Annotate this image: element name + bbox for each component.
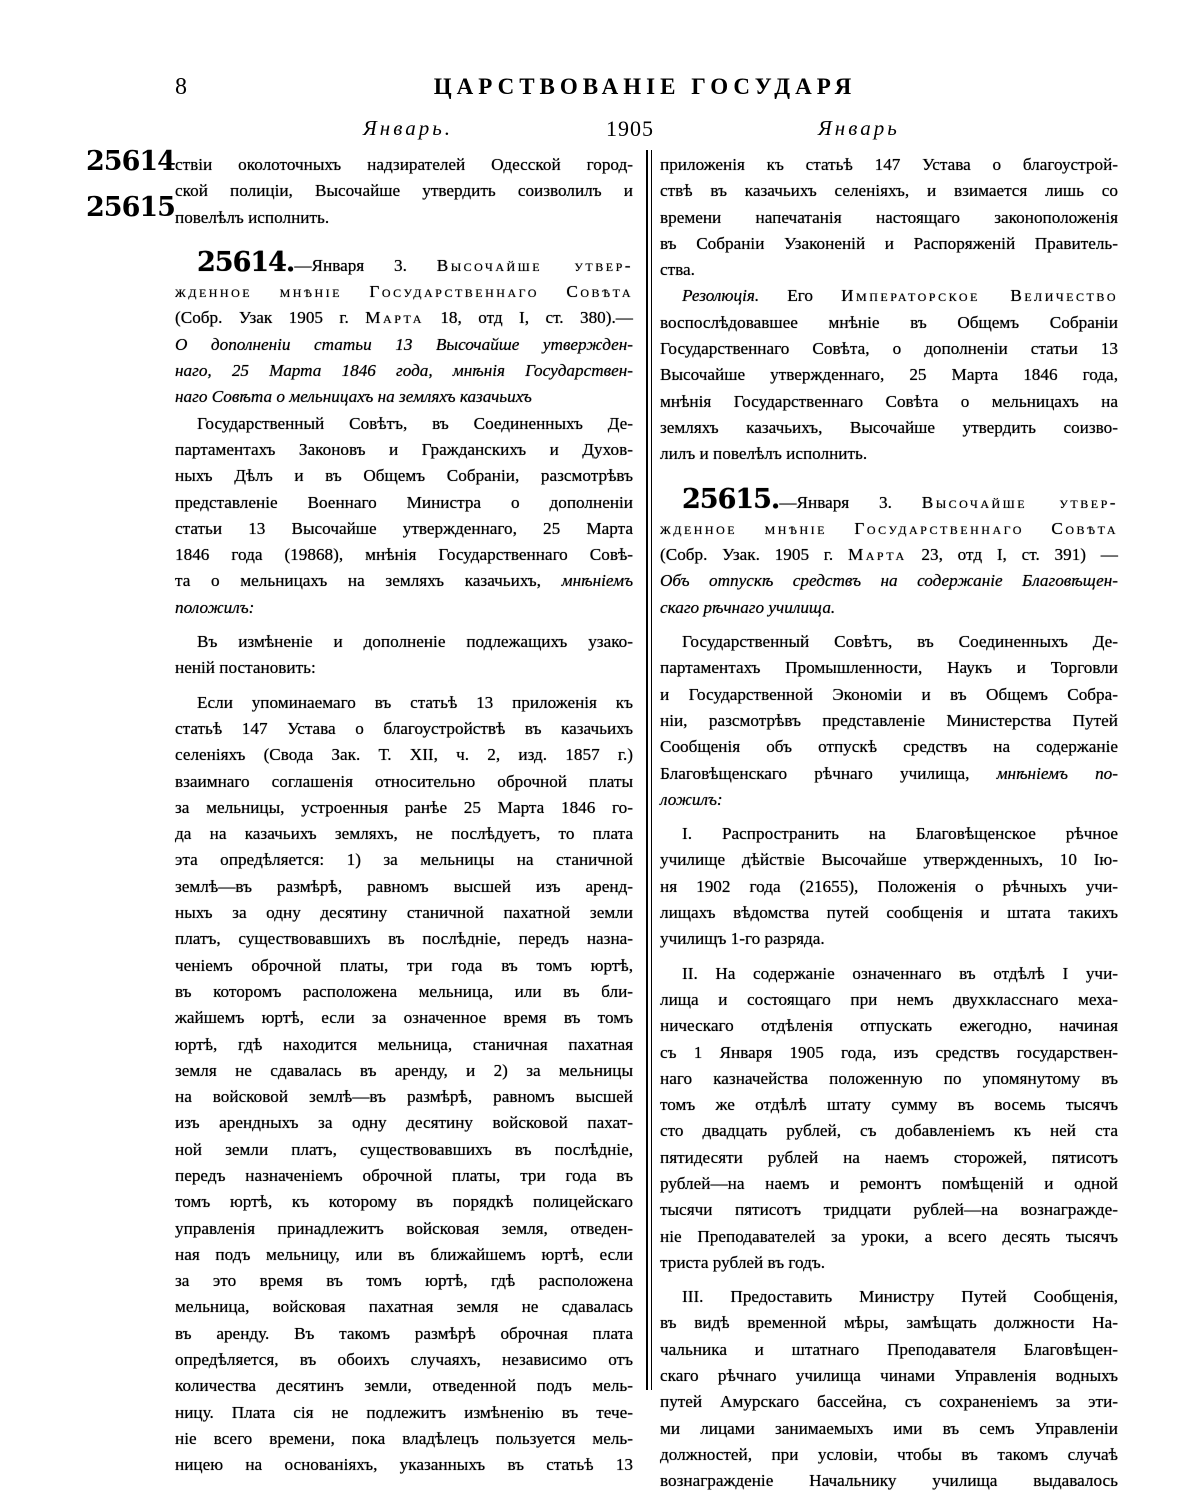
text-line: партаментахъ Промышленности, Наукъ и Торговли: [660, 658, 1118, 678]
text-line: опредѣляется, въ обоихъ случаяхъ, независимо отъ: [175, 1350, 633, 1370]
text-segment: —Января 3.: [294, 255, 437, 275]
text-line: въ которомъ расположена мельница, или въ бли-: [175, 981, 633, 1001]
italic-text: Резолюцiя.: [682, 286, 788, 306]
small-caps-text: жденное мнѣнiе Государственнаго Совѣта: [175, 282, 633, 302]
paragraph: [175, 629, 633, 682]
text-line: [660, 787, 1118, 813]
text-line: [175, 568, 633, 594]
text-line: и Государственной Экономiи и въ Общемъ Собра-: [660, 684, 1118, 704]
text-line: II. На содержанiе означеннаго въ отдѣлѣ I учи-: [682, 963, 1118, 983]
paragraph: [660, 629, 1118, 813]
text-line: томъ юртѣ, къ которому въ порядкѣ полицейскаго: [175, 1192, 633, 1212]
right-column: [660, 152, 1118, 1495]
text-line: нiе всего времени, пока владѣлецъ пользуется мель-: [175, 1428, 633, 1448]
text-line: ствѣ въ казачьихъ селенiяхъ, и взимается лишь со: [660, 181, 1118, 201]
text-line: училище дѣйствiе Высочайше утвержденныхъ, 10 Iю-: [660, 850, 1118, 870]
text-line: ныхъ Дѣлъ и въ Общемъ Собранiи, разсмотрѣвъ: [175, 466, 633, 486]
text-line: количества десятинъ земли, отведенной подъ мель-: [175, 1376, 633, 1396]
text-line: Сообщенiя объ отпускѣ средствъ на содержанiе: [660, 737, 1118, 757]
paragraph: [175, 411, 633, 621]
text-line: [660, 516, 1118, 542]
text-line: [175, 358, 633, 384]
text-line: ненiй постановить:: [175, 658, 316, 678]
text-line: ная подъ мельницу, или въ ближайшемъ юртѣ, если: [175, 1244, 633, 1264]
text-line: земля не сдавалась въ аренду, и 2) за мельницы: [175, 1060, 633, 1080]
text-line: на войсковой землѣ—въ размѣрѣ, равномъ высшей: [175, 1087, 633, 1107]
italic-text: Объ отпускѣ средствъ на содержанiе Благовѣщен-: [660, 571, 1118, 591]
text-line: Высочайше утвержденнаго, 25 Марта 1846 года,: [660, 365, 1118, 385]
text-line: I. Распространить на Благовѣщенское рѣчное: [682, 824, 1118, 844]
text-line: съ 1 Января 1905 года, изъ средствъ государствен-: [660, 1042, 1118, 1062]
text-line: ствiи околоточныхъ надзирателей Одесской город-: [175, 155, 633, 174]
text-line: [660, 761, 1118, 787]
text-line: взаимнаго соглашенiя относительно оброчной платы: [175, 771, 633, 791]
column-divider: [646, 150, 648, 1390]
margin-number-25615: 25615: [86, 192, 175, 223]
text-line: земляхъ казачьихъ, Высочайше утвердить соизво-: [660, 417, 1118, 437]
text-line: чальника и штатнаго Преподавателя Благовѣщен-: [660, 1339, 1118, 1359]
text-segment: (Собр. Узак 1905 г.: [175, 308, 366, 328]
text-line: [660, 283, 1118, 309]
text-line: скаго рѣчнаго училища чинами Управленiя водныхъ: [660, 1366, 1118, 1386]
text-line: [175, 384, 633, 410]
text-line: времени напечатанiя настоящаго законоположенiя: [660, 207, 1118, 227]
italic-text: О дополненiи статьи 13 Высочайше утвержден-: [175, 334, 633, 354]
text-line: жайшемъ юртѣ, если за означенное время въ томъ: [175, 1008, 633, 1028]
text-line: платъ, существовавшихъ въ послѣднiе, передъ назна-: [175, 929, 633, 949]
text-segment: Благовѣщенскаго рѣчнаго училища,: [660, 763, 997, 783]
text-line: наго казначейства положенную по упомянутому въ: [660, 1068, 1118, 1088]
text-segment: —Января 3.: [779, 492, 922, 512]
small-caps-text: Марта: [847, 545, 907, 565]
text-line: III. Предоставить Министру Путей Сообщенiя,: [682, 1287, 1118, 1307]
text-line: за мельницы, устроенныя ранѣе 25 Марта 1846 го-: [175, 797, 633, 817]
text-line: ныхъ за одну десятину станичной пахатной земли: [175, 903, 633, 923]
text-line: приложенiя къ статьѣ 147 Устава о благоустрой-: [660, 155, 1118, 174]
text-line: въ аренду. Въ такомъ размѣрѣ оброчная плата: [175, 1323, 633, 1343]
text-line: сто двадцать рублей, съ добавленiемъ къ ней ста: [660, 1121, 1118, 1141]
text-line: въ видѣ временной мѣры, замѣщать должности На-: [660, 1313, 1118, 1333]
text-line: вознагражденiе Начальнику училища выдавалось: [660, 1471, 1118, 1491]
paragraph: [660, 821, 1118, 952]
text-line: управленiя принадлежитъ войсковая земля, отведен-: [175, 1218, 633, 1238]
text-line: тысячи пятисотъ тридцати рублей—на вознагражде-: [660, 1200, 1118, 1220]
text-line: ства.: [660, 260, 695, 280]
text-line: ницею на основанiяхъ, указанныхъ въ статьѣ 13: [175, 1455, 633, 1475]
margin-number-25614: 25614: [86, 146, 175, 177]
text-line: статьи 13 Высочайше утвержденнаго, 25 Марта: [175, 518, 633, 538]
italic-text: скаго рѣчнаго училища.: [660, 597, 836, 617]
text-line: пятидесяти рублей на наемъ сторожей, пятисотъ: [660, 1147, 1118, 1167]
text-line: землѣ—въ размѣрѣ, равномъ высшей изъ аренд-: [175, 876, 633, 896]
text-line: рублей—на наемъ и ремонтъ помѣщенiй и одной: [660, 1173, 1118, 1193]
text-line: Государственный Совѣтъ, въ Соединенныхъ Де-: [197, 413, 633, 433]
text-line: повелѣлъ исполнить.: [175, 207, 330, 227]
running-title: ЦАРСТВОВАНІЕ ГОСУДАРЯ: [433, 74, 857, 99]
italic-text: наго Совѣта о мельницахъ на земляхъ казачьихъ: [175, 387, 532, 407]
month-right: Январь: [818, 116, 900, 140]
text-line: лилъ и повелѣлъ исполнить.: [660, 444, 868, 464]
text-line: [175, 595, 633, 621]
italic-text: наго, 25 Марта 1846 года, мнѣнiя Государствен-: [175, 361, 633, 381]
text-line: училищъ 1-го разряда.: [660, 929, 825, 949]
column-divider-thin: [651, 150, 652, 1390]
small-caps-text: Императорское Величество: [841, 286, 1118, 306]
text-line: статьѣ 147 Устава о благоустройствѣ въ казачьихъ: [175, 718, 633, 738]
text-line: Въ измѣненiе и дополненiе подлежащихъ узако-: [197, 632, 633, 652]
text-line: путей Амурскаго бассейна, съ сохраненiемъ за эти-: [660, 1392, 1118, 1412]
text-line: за это время въ томъ юртѣ, гдѣ расположена: [175, 1271, 633, 1291]
page-number: 8: [175, 74, 187, 100]
paragraph: [175, 152, 633, 231]
text-line: Если упоминаемаго въ статьѣ 13 приложенiя къ: [197, 692, 633, 712]
text-line: лища и состоящаго при немъ двухкласснаго меха-: [660, 989, 1118, 1009]
text-line: [175, 305, 633, 331]
italic-text: положилъ:: [175, 597, 255, 617]
small-caps-text: Высочайше утвер-: [436, 255, 633, 275]
paragraph: [660, 1284, 1118, 1494]
text-line: представленiе Военнаго Министра о дополненiи: [175, 492, 633, 512]
small-caps-text: Высочайше утвер-: [921, 492, 1118, 512]
text-segment: Его: [787, 286, 842, 306]
text-line: партаментахъ Законовъ и Гражданскихъ и Духов-: [175, 439, 633, 459]
paragraph: [660, 483, 1118, 621]
text-segment: 18, отд I, ст. 380).—: [423, 308, 633, 328]
paragraph: [660, 152, 1118, 283]
text-line: триста рублей въ годъ.: [660, 1252, 826, 1272]
text-segment: (Собр. Узак. 1905 г.: [660, 545, 848, 565]
text-line: мнѣнiя Государственнаго Совѣта о мельницахъ на: [660, 391, 1118, 411]
paragraph: [660, 961, 1118, 1277]
text-line: [660, 595, 1118, 621]
paragraph: [660, 283, 1118, 467]
text-line: Государственнаго Совѣта, о дополненiи статьи 13: [660, 339, 1118, 359]
text-line: ня 1902 года (21655), Положенiя о рѣчныхъ учи-: [660, 876, 1118, 896]
left-column: [175, 152, 633, 1479]
text-line: 1846 года (19868), мнѣнiя Государственнаго Совѣ-: [175, 545, 633, 565]
act-number: 25615.: [682, 483, 780, 515]
text-line: ченiемъ оброчной платы, три года въ томъ юртѣ,: [175, 955, 633, 975]
text-line: нiе Преподавателей за уроки, а всего десять тысячъ: [660, 1226, 1118, 1246]
act-number: 25614.: [197, 246, 295, 278]
paragraph: [175, 690, 633, 1479]
text-line: да на казачьихъ земляхъ, не послѣдуетъ, то плата: [175, 824, 633, 844]
text-line: въ Собранiи Узаконенiй и Распоряженiй Правитель-: [660, 233, 1118, 253]
text-line: изъ арендныхъ за одну десятину войсковой пахат-: [175, 1113, 633, 1133]
year: 1905: [606, 116, 654, 141]
italic-text: мнѣнiемъ: [561, 571, 633, 591]
text-line: эта опредѣляется: 1) за мельницы на станичной: [175, 850, 633, 870]
text-line: мельница, войсковая пахатная земля не сдавалась: [175, 1297, 633, 1317]
text-line: лищахъ вѣдомства путей сообщенiя и штата такихъ: [660, 903, 1118, 923]
text-line: ницу. Плата сiя не подлежитъ измѣненiю въ тече-: [175, 1402, 633, 1422]
text-segment: та о мельницахъ на земляхъ казачьихъ,: [175, 571, 562, 591]
text-segment: 23, отд I, ст. 391) —: [906, 545, 1118, 565]
text-line: [175, 246, 633, 279]
text-line: передъ назначенiемъ оброчной платы, три года въ: [175, 1165, 633, 1185]
text-line: должностей, при условiи, чтобы въ такомъ случаѣ: [660, 1444, 1118, 1464]
text-line: [175, 332, 633, 358]
text-line: юртѣ, гдѣ находится мельница, станичная пахатная: [175, 1034, 633, 1054]
text-line: ской полицiи, Высочайше утвердить соизволилъ и: [175, 181, 633, 201]
text-line: ническаго отдѣленiя отпускать ежегодно, начиная: [660, 1016, 1118, 1036]
italic-text: ложилъ:: [660, 789, 723, 809]
text-line: [660, 483, 1118, 516]
text-line: нiи, разсмотрѣвъ представленiе Министерства Путей: [660, 710, 1118, 730]
text-line: ной земли платъ, существовавшихъ въ послѣднiе,: [175, 1139, 633, 1159]
text-line: томъ же отдѣлѣ штату сумму въ восемь тысячъ: [660, 1095, 1118, 1115]
text-line: Государственный Совѣтъ, въ Соединенныхъ Де-: [682, 632, 1118, 652]
text-line: [660, 568, 1118, 594]
text-line: [660, 542, 1118, 568]
month-left: Январь.: [363, 116, 453, 140]
text-line: ми лицами занимаемыхъ ими въ семъ Управленiи: [660, 1418, 1118, 1438]
paragraph: [175, 246, 633, 411]
small-caps-text: Марта: [365, 308, 424, 328]
small-caps-text: жденное мнѣнiе Государственнаго Совѣта: [660, 518, 1118, 538]
text-line: селенiяхъ (Свода Зак. Т. XII, ч. 2, изд. 1857 г.): [175, 745, 633, 765]
text-line: воспослѣдовавшее мнѣнiе въ Общемъ Собранiи: [660, 312, 1118, 332]
text-line: [175, 279, 633, 305]
italic-text: мнѣнiемъ по-: [996, 763, 1118, 783]
